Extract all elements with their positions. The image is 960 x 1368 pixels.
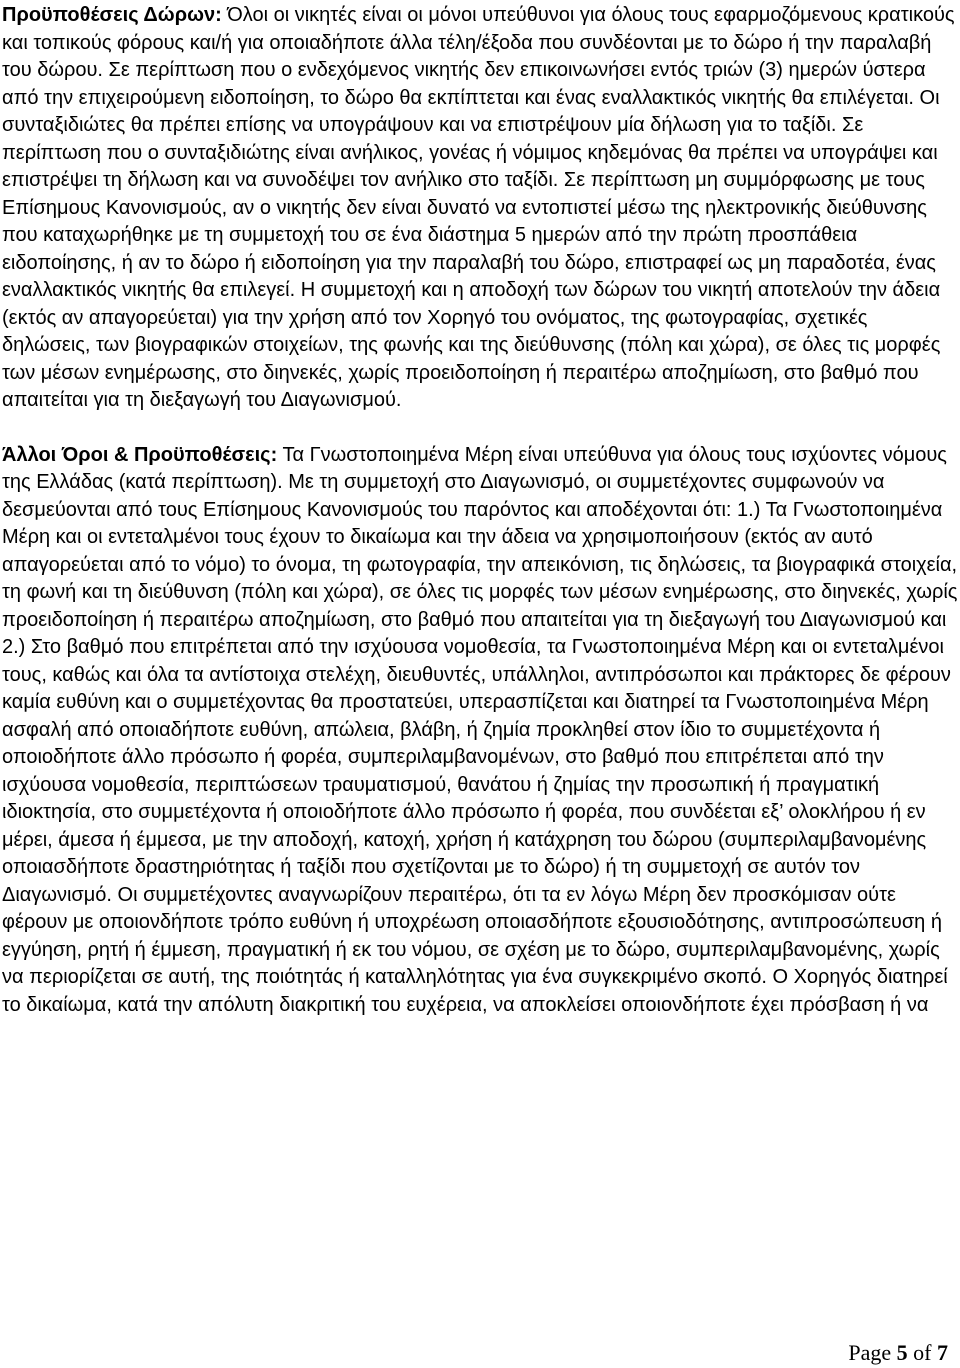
paragraph-prize-conditions	[2, 2, 958, 415]
paragraph-text: Τα Γνωστοποιημένα Μέρη είναι υπεύθυνα για όλους τους ισχύοντες νόμους της Ελλάδας (κατά περίπτωση). Με τη συμμετοχή στο Διαγωνισμό, οι συμμετέχοντες συμφωνούν να δεσμεύονται από τους Επίσημους Κανονισμούς του παρόντος και αποδέχονται ότι: 1.) Τα Γνωστοποιημένα Μέρη και οι εντεταλμένοι τους έχουν το δικαίωμα και την άδεια να χρησιμοποιήσουν (εκτός αν αυτό απαγορεύεται από το νόμο) το όνομα, τη φωτογραφία, την απεικόνιση, τις δηλώσεις, τα βιογραφικά στοιχεία, τη φωνή και τη διεύθυνση (πόλη και χώρα), σε όλες τις μορφές των μέσων ενημέρωσης, στο διηνεκές, χωρίς προειδοποίηση ή περαιτέρω αποζημίωση, στο βαθμό που απαιτείται για τη διεξαγωγή του Διαγωνισμού και 2.) Στο βαθμό που επιτρέπεται από την ισχύουσα νομοθεσία, τα Γνωστοποιημένα Μέρη και οι εντεταλμένοι τους, καθώς και όλα τα αντίστοιχα στελέχη, διευθυντές, υπάλληλοι, αντιπρόσωποι και πράκτορες δε φέρουν καμία ευθύνη και ο συμμετέχοντας θα προστατεύει, υπερασπίζεται και διατηρεί τα Γνωστοποιημένα Μέρη ασφαλή από οποιαδήποτε ευθύνη, απώλεια, βλάβη, ή ζημία προκληθεί στον ίδιο το συμμετέχοντα ή οποιοδήποτε άλλο πρόσωπο ή φορέα, συμπεριλαμβανομένων, στο βαθμό που επιτρέπεται από την ισχύουσα νομοθεσία, περιπτώσεων τραυματισμού, θανάτου ή ζημίας την προσωπική ή πραγματική ιδιοκτησία, στο συμμετέχοντα ή οποιοδήποτε άλλο πρόσωπο ή φορέα, που συνδέεται εξ’ ολοκλήρου ή εν μέρει, άμεσα ή έμμεσα, με την αποδοχή, κατοχή, χρήση ή κατάχρηση του δώρου (συμπεριλαμβανομένης οποιασδήποτε δραστηριότητας ή ταξίδι που σχετίζονται με το δώρο) ή τη συμμετοχή σε αυτόν τον Διαγωνισμό. Οι συμμετέχοντες αναγνωρίζουν περαιτέρω, ότι τα εν λόγω Μέρη δεν προσκόμισαν ούτε φέρουν με οποιονδήποτε τρόπο ευθύνη ή υποχρέωση οποιασδήποτε εξουσιοδότησης, αντιπροσώπευση ή εγγύηση, ρητή ή έμμεση, πραγματική ή εκ του νόμου, σε σχέση με το δώρο, συμπεριλαμβανομένης, χωρίς να περιορίζεται σε αυτή, της ποιότητάς ή καταλληλότητας για ένα συγκεκριμένο σκοπό. Ο Χορηγός διατηρεί το δικαίωμα, κατά την απόλυτη διακριτική του ευχέρεια, να αποκλείσει οποιονδήποτε έχει πρόσβαση ή να	[2, 443, 958, 1016]
of-word: of	[913, 1340, 932, 1365]
paragraph-heading: Άλλοι Όροι & Προϋποθέσεις:	[2, 443, 278, 466]
page-word: Page	[848, 1340, 892, 1365]
page-total: 7	[937, 1340, 948, 1365]
paragraph-other-terms	[2, 442, 958, 1020]
paragraph-heading: Προϋποθέσεις Δώρων:	[2, 4, 222, 26]
page-footer	[848, 1340, 948, 1366]
page-number: 5	[896, 1340, 908, 1365]
paragraph-text: Όλοι οι νικητές είναι οι μόνοι υπεύθυνοι για όλους τους εφαρμοζόμενους κρατικούς και τοπικούς φόρους και/ή για οποιαδήποτε άλλα τέλη/έξοδα που συνδέονται με το δώρο ή την παραλαβή του δώρου. Σε περίπτωση που ο ενδεχόμενος νικητής δεν επικοινωνήσει εντός τριών (3) ημερών ύστερα από την επιχειρούμενη ειδοποίηση, το δώρο θα εκπίπτεται και ένας εναλλακτικός νικητής θα επιλέγεται. Οι συνταξιδιώτες θα πρέπει επίσης να υπογράψουν και να επιστρέψουν μία δήλωση για το ταξίδι. Σε περίπτωση που ο συνταξιδιώτης είναι ανήλικος, γονέας ή νόμιμος κηδεμόνας θα πρέπει να υπογράψει και επιστρέψει τη δήλωση και να συνοδέψει τον ανήλικο στο ταξίδι. Σε περίπτωση μη συμμόρφωσης με τους Επίσημους Κανονισμούς, αν ο νικητής δεν είναι δυνατό να εντοπιστεί μέσω της ηλεκτρονικής διεύθυνσης που καταχωρήθηκε με τη συμμετοχή του σε ένα διάστημα 5 ημερών από την πρώτη προσπάθεια ειδοποίησης, ή αν το δώρο ή ειδοποίηση για την παραλαβή του δώρο, επιστραφεί ως μη παραδοτέα, ένας εναλλακτικός νικητής θα επιλεγεί. Η συμμετοχή και η αποδοχή των δώρων του νικητή αποτελούν την άδεια (εκτός αν απαγορεύεται) για την χρήση από τον Χορηγό του ονόματος, της φωτογραφίας, σχετικές δηλώσεις, των βιογραφικών στοιχείων, της φωνής και της διεύθυνσης (πόλη και χώρα), σε όλες τις μορφές των μέσων ενημέρωσης, στο διηνεκές, χωρίς προειδοποίηση ή περαιτέρω αποζημίωση, στο βαθμό που απαιτείται για τη διεξαγωγή του Διαγωνισμού.	[2, 4, 955, 411]
